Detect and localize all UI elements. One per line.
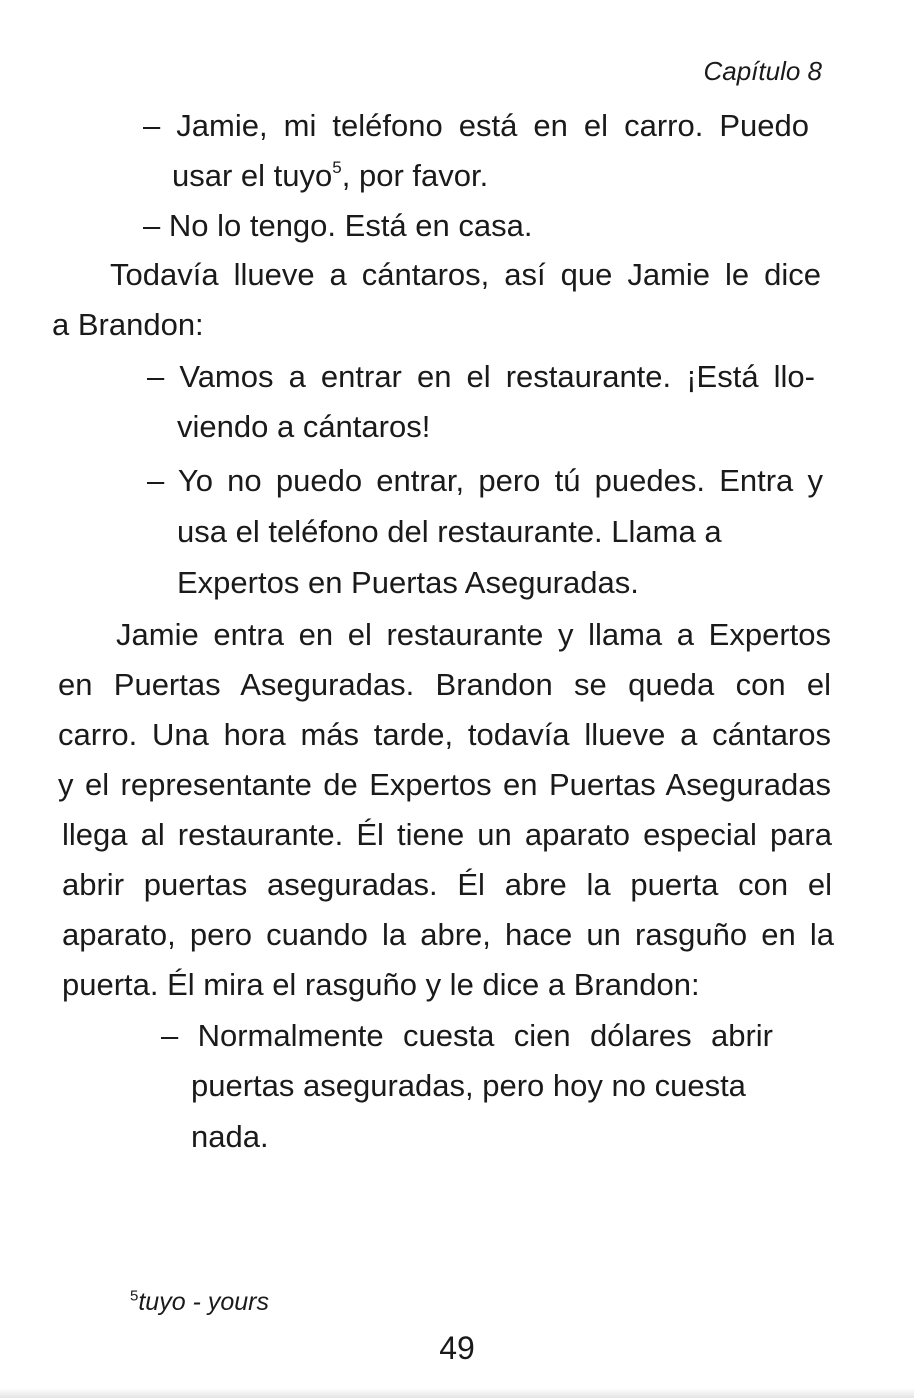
text-line: Jamie entra en el restaurante y llama a Expertos [116, 617, 831, 652]
text-line: – Yo no puedo entrar, pero tú puedes. Entra y [147, 463, 823, 498]
text-line: usa el teléfono del restaurante. Llama a [177, 514, 722, 549]
text-line: carro. Una hora más tarde, todavía llueve a cántaros [58, 717, 831, 752]
text-line: aparato, pero cuando la abre, hace un rasguño en la [62, 917, 834, 952]
page-edge-shadow [0, 1388, 914, 1398]
text-span: , por favor. [341, 158, 489, 193]
footnote-number: 5 [130, 1287, 139, 1305]
text-line: Expertos en Puertas Aseguradas. [177, 565, 639, 600]
footnote [130, 1288, 269, 1317]
text-line: Todavía llueve a cántaros, así que Jamie le dice [110, 257, 821, 292]
text-line: – Vamos a entrar en el restaurante. ¡Está llo- [147, 359, 815, 394]
text-line: – No lo tengo. Está en casa. [143, 208, 533, 243]
text-line: y el representante de Expertos en Puertas Aseguradas [58, 767, 831, 802]
text-line: – Jamie, mi teléfono está en el carro. Puedo [143, 108, 809, 143]
running-head: Capítulo 8 [703, 56, 822, 86]
text-line: nada. [191, 1119, 269, 1154]
text-line: – Normalmente cuesta cien dólares abrir [161, 1018, 773, 1053]
page-number: 49 [439, 1330, 475, 1366]
text-line: puerta. Él mira el rasguño y le dice a Brandon: [62, 967, 700, 1002]
text-line: a Brandon: [52, 307, 204, 342]
text-line: en Puertas Aseguradas. Brandon se queda con el [58, 667, 831, 702]
text-line: viendo a cántaros! [177, 409, 431, 444]
text-line: abrir puertas aseguradas. Él abre la puerta con el [62, 867, 832, 902]
text-line: llega al restaurante. Él tiene un aparato especial para [62, 817, 832, 852]
text-span: usar el tuyo [172, 158, 333, 193]
text-line [172, 158, 488, 194]
footnote-text: tuyo - yours [138, 1288, 269, 1316]
footnote-marker: 5 [332, 157, 342, 177]
text-line: puertas aseguradas, pero hoy no cuesta [191, 1068, 746, 1103]
